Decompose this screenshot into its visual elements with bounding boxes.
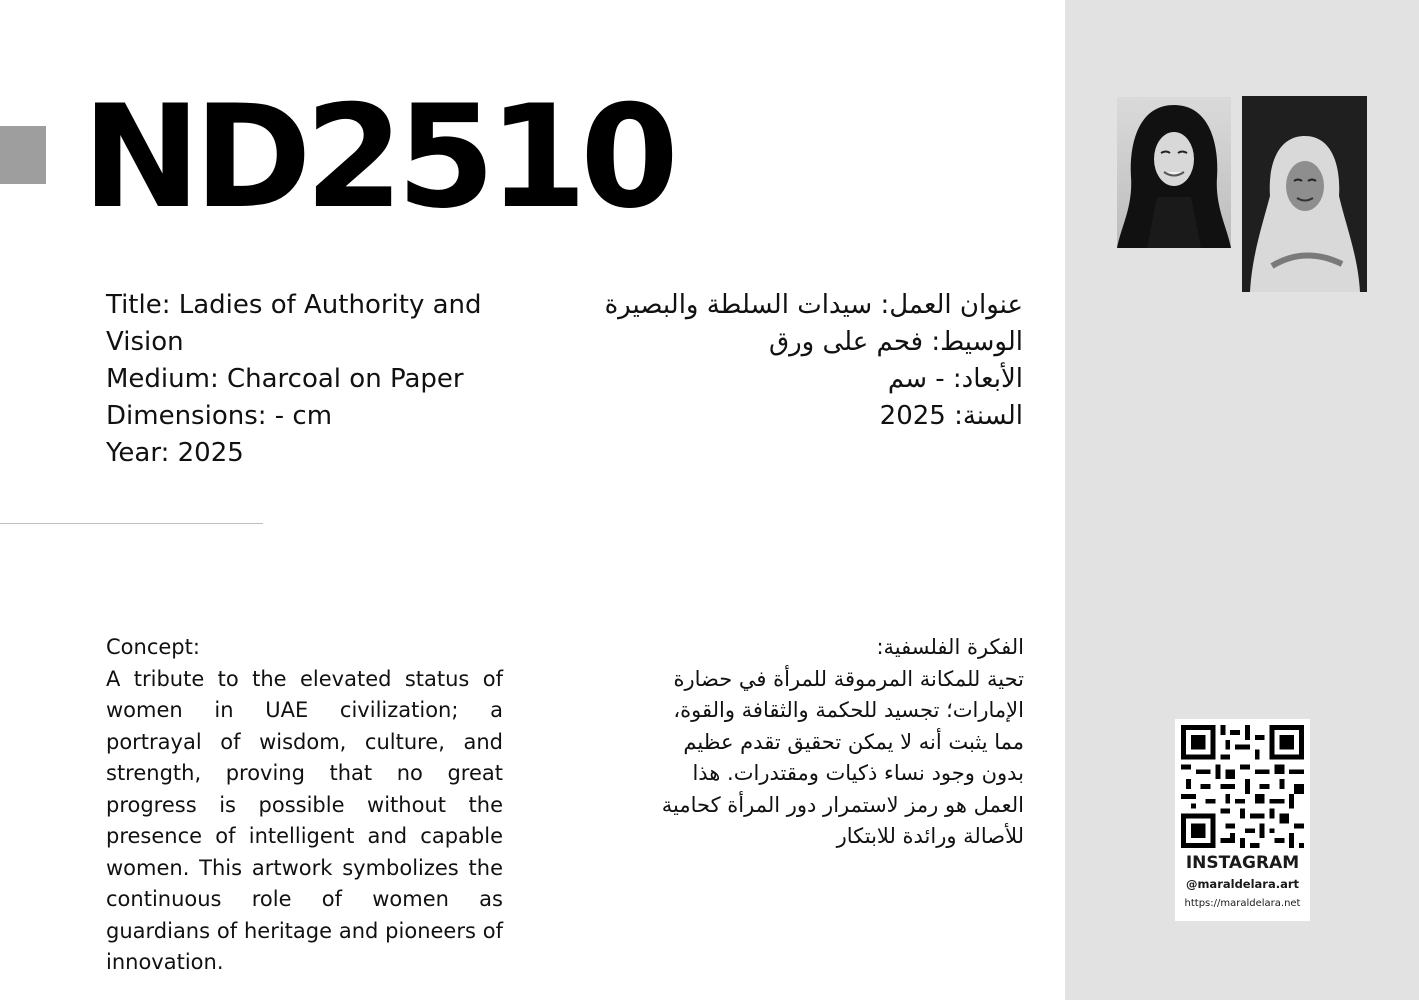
instagram-qr-card[interactable] bbox=[1175, 719, 1310, 921]
portrait-thumbnail-right bbox=[1242, 96, 1367, 292]
title-line-ar: عنوان العمل: سيدات السلطة والبصيرة bbox=[604, 290, 1023, 320]
concept-line-ar: مما يثبت أنه لا يمكن تحقيق تقدم عظيم bbox=[683, 729, 1024, 754]
instagram-handle[interactable]: @maraldelara.art bbox=[1185, 877, 1300, 891]
accent-block bbox=[0, 126, 46, 184]
title-line-en: Title: Ladies of Authority and Vision bbox=[106, 290, 482, 357]
details-english bbox=[106, 287, 506, 472]
concept-line-ar: للأصالة ورائدة للابتكار bbox=[836, 824, 1024, 848]
artwork-code: ND2510 bbox=[82, 75, 672, 240]
dimensions-line-en: Dimensions: - cm bbox=[106, 401, 333, 431]
qr-code-icon[interactable] bbox=[1181, 725, 1304, 848]
concept-line-ar: العمل هو رمز لاستمرار دور المرأة كحامية bbox=[661, 792, 1024, 817]
concept-line-ar: الإمارات؛ تجسيد للحكمة والثقافة والقوة، bbox=[673, 698, 1024, 722]
portrait-left-image bbox=[1117, 97, 1231, 248]
concept-body-en: A tribute to the elevated status of women in UAE civilization; a portrayal of wisdom, culture, and strength, proving that no great progress is possible without the presence of intelligent and capable women. This artwork symbolizes the continuous role of women as guardians of heritage and pioneers of innovation. bbox=[106, 666, 503, 974]
concept-heading-ar: الفكرة الفلسفية: bbox=[876, 635, 1024, 659]
concept-arabic bbox=[600, 632, 1024, 853]
instagram-label: INSTAGRAM bbox=[1185, 853, 1300, 873]
portrait-thumbnail-left bbox=[1117, 97, 1231, 248]
year-line-ar: السنة: 2025 bbox=[879, 401, 1023, 431]
details-arabic bbox=[560, 287, 1023, 435]
year-line-en: Year: 2025 bbox=[106, 438, 244, 468]
portrait-right-image bbox=[1242, 96, 1367, 292]
concept-line-ar: تحية للمكانة المرموقة للمرأة في حضارة bbox=[673, 666, 1024, 691]
medium-line-en: Medium: Charcoal on Paper bbox=[106, 364, 464, 394]
medium-line-ar: الوسيط: فحم على ورق bbox=[768, 327, 1023, 357]
website-link[interactable]: https://maraldelara.net bbox=[1184, 898, 1301, 909]
concept-english bbox=[106, 632, 503, 979]
dimensions-line-ar: الأبعاد: - سم bbox=[887, 364, 1023, 394]
divider bbox=[0, 523, 263, 524]
concept-line-ar: بدون وجود نساء ذكيات ومقتدرات. هذا bbox=[692, 761, 1024, 785]
concept-heading-en: Concept: bbox=[106, 635, 200, 659]
